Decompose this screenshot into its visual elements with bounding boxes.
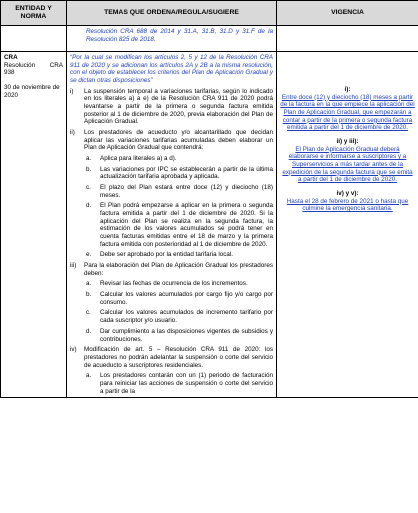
sub-text: Aplica para literales a) a d). [100,155,177,163]
item-text: Para la elaboración del Plan de Aplicación Gradual los prestadores deben: [84,262,273,277]
sub-letter: b. [86,165,92,173]
sub-item [86,291,273,306]
row1-topic-cell [67,52,277,398]
sub-text: Revisar las fechas de ocurrencia de los incrementos. [100,280,248,288]
row0-text: Resolución CRA 688 de 2014 y 31.A, 31.B, 31.D y 31.F de la Resolución 825 de 2018. [86,28,273,43]
entity-norm-number: 938 [4,69,15,77]
header-entidad: ENTIDAD Y NORMA [1,1,67,26]
list-item [70,262,273,277]
sub-text: Debe ser aprobado por la entidad tarifaria local. [100,251,234,259]
item-number: iii) [70,262,77,270]
sub-text: Dar cumplimiento a las disposiciones vigentes de subsidios y contribuciones. [100,327,273,343]
sub-item [86,328,273,343]
header-vigencia: VIGENCIA [277,1,418,26]
row0-topic-cell [67,26,277,52]
vigencia-text: Entre doce (12) y dieciocho (18) meses a partir de la factura en la que empiece la aplicación del Plan de Aplicación Gradual, que empezarán a contar a partir de la primera o segunda factura emitida a partir del 1 de diciembre de 2020. [280,93,415,132]
sub-letter: c. [86,184,91,192]
vigencia-spacer [280,54,415,80]
sub-text: Las variaciones por IPC se establecerán a partir de la última actualización tarifaria aprobada y aplicada. [100,165,273,181]
sub-text: Calcular los valores acumulados de incremento tarifario por cada suscriptor y/o usuario. [100,309,273,325]
entity-norm [4,62,63,70]
sub-text: Los prestadores contarán con un (1) periodo de facturación para reiniciar las acciones de suspensión o corte del servicio a partir de la [100,372,273,395]
sub-letter: b. [86,291,92,299]
item-text: Los prestadores de acueducto y/o alcantarillado que decidan aplicar las variaciones tarifarias acumuladas deben elaborar un Plan de Aplicación Gradual que contendrá: [84,129,273,152]
entity-norm-word: Resolución [4,61,36,69]
entity-date: 30 de noviembre de 2020 [4,84,60,99]
sub-letter: a. [86,372,92,380]
vigencia-title: i): [344,86,351,93]
list-item [70,129,273,152]
row0-entity-cell [1,26,67,52]
sub-letter: e. [86,251,92,259]
sub-item [86,372,273,395]
list-item [70,346,273,369]
row1-entity-cell [1,52,67,398]
sub-letter: d. [86,327,92,335]
vigencia-title: iv) y v): [336,190,359,198]
sub-item [86,309,273,324]
sub-letter: a. [86,280,92,288]
vigencia-title: ii) y iii): [336,138,359,146]
entity-name: CRA [4,54,18,61]
list-item [70,88,273,126]
row0-vigencia-cell [277,26,418,52]
sub-letter: a. [86,155,92,163]
item-number: ii) [70,129,75,137]
sub-text: Calcular los valores acumulados por cargo fijo y/o cargo por consumo. [100,291,273,306]
sub-text: El plazo del Plan estará entre doce (12) y dieciocho (18) meses. [100,184,273,199]
item-number: i) [70,87,74,95]
entity-norm-agency: CRA [49,61,63,69]
sub-item [86,251,273,259]
vigencia-text: El Plan de Aplicación Gradual deberá elaborarse e informarse a suscriptores y a Superservicios a más tardar antes de la expedición de la segunda factura que se emita a partir del 1 de diciembre de 2020. [282,145,413,184]
sub-item [86,202,273,248]
sub-item [86,280,273,288]
sub-item [86,166,273,181]
vigencia-text: Hasta el 28 de febrero de 2021 o hasta que culmine la emergencia sanitaria. [286,197,409,213]
header-temas: TEMAS QUE ORDENA/REGULA/SUGIERE [67,1,277,26]
resolution-intro: “Por la cual se modifican los artículos 2, 5 y 12 de la Resolución CRA 911 de 2020 y se adicionan los artículos 2A y 2B a la misma resolución, con el objeto de establecer los criterios del Plan de Aplicación Gradual y se dictan otras disposiciones” [70,54,273,85]
sub-letter: c. [86,309,91,317]
sub-item [86,184,273,199]
table-row [1,52,418,398]
sub-letter: d. [86,202,92,210]
sub-item [86,155,273,163]
table-row [1,26,418,52]
sub-text: El Plan podrá empezarse a aplicar en la primera o segunda factura emitida a partir del 1 de diciembre de 2020. Si la aplicación del Plan se realiza en la segunda factura, la estimación de los valores acumulados se podrá tener en cuenta facturas emitidas entre el 18 de marzo y la primera factura emitida con posterioridad al 1 de diciembre de 2020. [100,202,273,248]
table-header-row [1,1,418,26]
item-text: Modificación de art. 5 – Resolución CRA 911 de 2020: los prestadores no podrán adelantar la suspensión o corte del servicio de acueducto a suscriptores residenciales. [84,346,273,369]
item-number: iv) [70,346,77,354]
row1-vigencia-cell [277,52,418,398]
item-text: La suspensión temporal a variaciones tarifarias, según lo indicado en los literales a) a e) de la Resolución CRA 911 de 2020 podrá levantarse a partir de la primera o segunda factura emitida posterior al 1 de diciembre de 2020, previa elaboración del Plan de Aplicación Gradual. [84,87,273,126]
